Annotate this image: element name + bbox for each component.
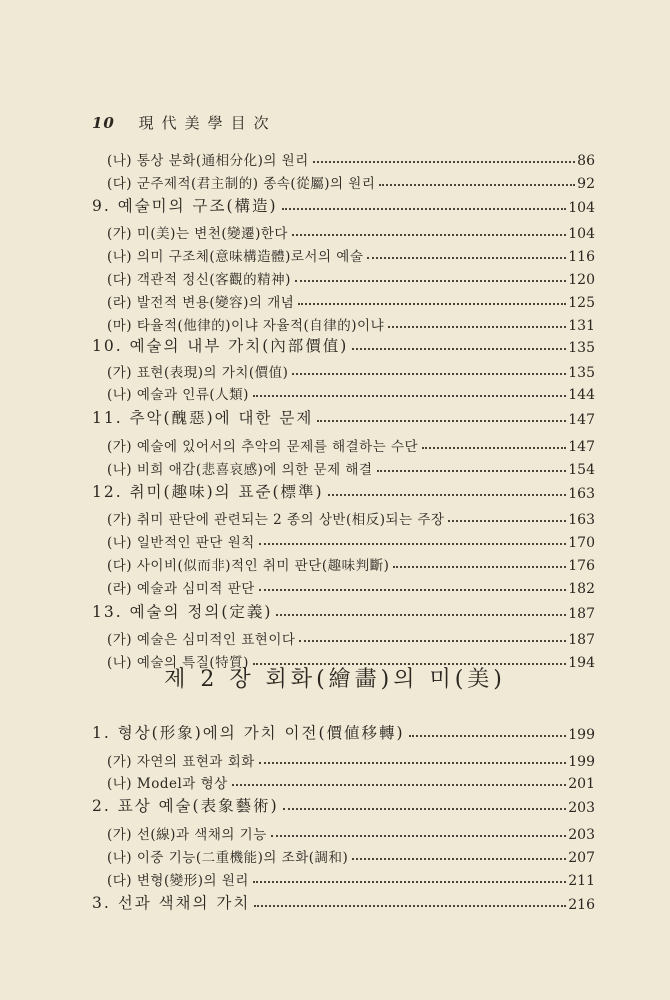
dot-leader xyxy=(271,835,566,837)
toc-subsection-entry xyxy=(0,454,670,478)
entry-label: (가) 자연의 표현과 회화 xyxy=(107,754,255,770)
dot-leader xyxy=(292,234,566,236)
toc-subsection-entry xyxy=(0,241,670,265)
dot-leader xyxy=(393,566,566,568)
entry-page-number: 163 xyxy=(568,512,595,528)
dot-leader xyxy=(299,640,566,642)
dot-leader xyxy=(409,735,567,737)
toc-subsection-entry xyxy=(0,865,670,889)
entry-label: (다) 객관적 정신(客觀的精神) xyxy=(107,272,291,288)
dot-leader xyxy=(352,858,566,860)
entry-label: (나) 통상 분화(通相分化)의 원리 xyxy=(107,153,309,169)
entry-label: (다) 사이비(似而非)적인 취미 판단(趣味判斷) xyxy=(107,558,390,574)
dot-leader xyxy=(253,881,566,883)
toc-subsection-entry xyxy=(0,287,670,311)
entry-label: 3. 선과 색채의 가치 xyxy=(92,894,251,912)
entry-page-number: 207 xyxy=(568,850,595,866)
entry-page-number: 199 xyxy=(568,727,595,743)
entry-page-number: 120 xyxy=(568,272,595,288)
dot-leader xyxy=(313,161,575,163)
entry-page-number: 203 xyxy=(568,800,595,816)
entry-label: (가) 취미 판단에 관련되는 2 종의 상반(相反)되는 주장 xyxy=(107,512,445,528)
dot-leader xyxy=(292,373,566,375)
entry-label: (가) 표현(表現)의 가치(價值) xyxy=(107,365,289,381)
entry-page-number: 144 xyxy=(568,387,595,403)
dot-leader xyxy=(232,784,567,786)
entry-page-number: 104 xyxy=(568,200,595,216)
dot-leader xyxy=(282,208,567,210)
entry-page-number: 131 xyxy=(568,318,595,334)
entry-label: (가) 미(美)는 변천(變遷)한다 xyxy=(107,226,288,242)
dot-leader xyxy=(276,614,566,616)
toc-section-entry xyxy=(0,598,670,622)
entry-page-number: 203 xyxy=(568,827,595,843)
dot-leader xyxy=(254,905,566,907)
dot-leader xyxy=(259,589,566,591)
toc-subsection-entry xyxy=(0,379,670,403)
toc-subsection-entry xyxy=(0,504,670,528)
toc-subsection-entry xyxy=(0,819,670,843)
entry-label: 12. 취미(趣味)의 표준(標準) xyxy=(92,483,324,501)
toc-subsection-entry xyxy=(0,168,670,192)
entry-label: 2. 표상 예술(表象藝術) xyxy=(92,797,279,815)
toc-subsection-entry xyxy=(0,218,670,242)
entry-page-number: 135 xyxy=(568,365,595,381)
entry-label: (나) 일반적인 판단 원칙 xyxy=(107,535,255,551)
entry-page-number: 147 xyxy=(568,439,595,455)
entry-page-number: 154 xyxy=(568,462,595,478)
entry-page-number: 194 xyxy=(568,655,595,671)
entry-label: (라) 예술과 심미적 판단 xyxy=(107,581,255,597)
entry-label: (나) 예술과 인류(人類) xyxy=(107,387,249,403)
toc-section-entry xyxy=(0,332,670,356)
entry-page-number: 216 xyxy=(568,897,595,913)
entry-page-number: 104 xyxy=(568,226,595,242)
entry-page-number: 163 xyxy=(568,486,595,502)
dot-leader xyxy=(298,303,566,305)
entry-page-number: 92 xyxy=(577,176,595,192)
toc-subsection-entry xyxy=(0,527,670,551)
entry-label: (라) 발전적 변용(變容)의 개념 xyxy=(107,295,295,311)
entry-label: (나) 비희 애감(悲喜哀感)에 의한 문제 해결 xyxy=(107,462,373,478)
entry-label: 13. 예술의 정의(定義) xyxy=(92,603,273,621)
entry-page-number: 170 xyxy=(568,535,595,551)
entry-label: (다) 변형(變形)의 원리 xyxy=(107,873,249,889)
dot-leader xyxy=(317,420,566,422)
entry-label: (나) 의미 구조체(意味構造體)로서의 예술 xyxy=(107,249,364,265)
entry-page-number: 187 xyxy=(568,606,595,622)
dot-leader xyxy=(253,395,566,397)
entry-page-number: 116 xyxy=(568,249,595,265)
entry-page-number: 211 xyxy=(568,873,595,889)
toc-section-entry xyxy=(0,192,670,216)
toc-section-entry xyxy=(0,478,670,502)
dot-leader xyxy=(379,184,575,186)
entry-label: (다) 군주제적(君主制的) 종속(從屬)의 원리 xyxy=(107,176,376,192)
entry-label: (가) 선(線)과 색채의 기능 xyxy=(107,827,267,843)
dot-leader xyxy=(259,762,566,764)
toc-subsection-entry xyxy=(0,550,670,574)
dot-leader xyxy=(328,494,567,496)
toc-subsection-entry xyxy=(0,624,670,648)
toc-subsection-entry xyxy=(0,431,670,455)
toc-subsection-entry xyxy=(0,746,670,770)
entry-label: (가) 예술에 있어서의 추악의 문제를 해결하는 수단 xyxy=(107,439,419,455)
dot-leader xyxy=(283,808,567,810)
entry-label: (나) 예술의 특질(特質) xyxy=(107,655,249,671)
entry-page-number: 182 xyxy=(568,581,595,597)
toc-subsection-entry xyxy=(0,573,670,597)
entry-label: (나) 이중 기능(二重機能)의 조화(調和) xyxy=(107,850,349,866)
running-head xyxy=(92,112,277,133)
dot-leader xyxy=(422,447,566,449)
toc-section-entry xyxy=(0,889,670,913)
entry-label: (나) Model과 형상 xyxy=(107,776,228,792)
entry-page-number: 199 xyxy=(568,754,595,770)
dot-leader xyxy=(388,326,566,328)
chapter-title: 제 2 장 회화(繪畵)의 미(美) xyxy=(164,667,506,692)
page-number: 10 xyxy=(92,114,115,132)
entry-label: 11. 추악(醜惡)에 대한 문제 xyxy=(92,409,314,427)
entry-page-number: 86 xyxy=(577,153,595,169)
toc-section-entry xyxy=(0,404,670,428)
dot-leader xyxy=(352,348,566,350)
entry-page-number: 187 xyxy=(568,632,595,648)
entry-page-number: 201 xyxy=(568,776,595,792)
toc-subsection-entry xyxy=(0,310,670,334)
dot-leader xyxy=(448,520,566,522)
dot-leader xyxy=(377,470,567,472)
dot-leader xyxy=(367,257,566,259)
toc-section-entry xyxy=(0,792,670,816)
book-title: 現代美學目次 xyxy=(138,114,277,132)
dot-leader xyxy=(295,280,566,282)
entry-page-number: 147 xyxy=(568,412,595,428)
toc-subsection-entry xyxy=(0,145,670,169)
toc-subsection-entry xyxy=(0,768,670,792)
toc-subsection-entry xyxy=(0,357,670,381)
entry-page-number: 176 xyxy=(568,558,595,574)
toc-section-entry xyxy=(0,719,670,743)
entry-page-number: 135 xyxy=(568,340,595,356)
entry-label: (마) 타율적(他律的)이냐 자율적(自律的)이냐 xyxy=(107,318,385,334)
entry-label: 10. 예술의 내부 가치(內部價值) xyxy=(92,337,349,355)
toc-subsection-entry xyxy=(0,842,670,866)
entry-page-number: 125 xyxy=(568,295,595,311)
entry-label: 1. 형상(形象)에의 가치 이전(價値移轉) xyxy=(92,724,405,742)
dot-leader xyxy=(259,543,566,545)
toc-subsection-entry xyxy=(0,264,670,288)
entry-label: (가) 예술은 심미적인 표현이다 xyxy=(107,632,296,648)
entry-label: 9. 예술미의 구조(構造) xyxy=(92,197,278,215)
